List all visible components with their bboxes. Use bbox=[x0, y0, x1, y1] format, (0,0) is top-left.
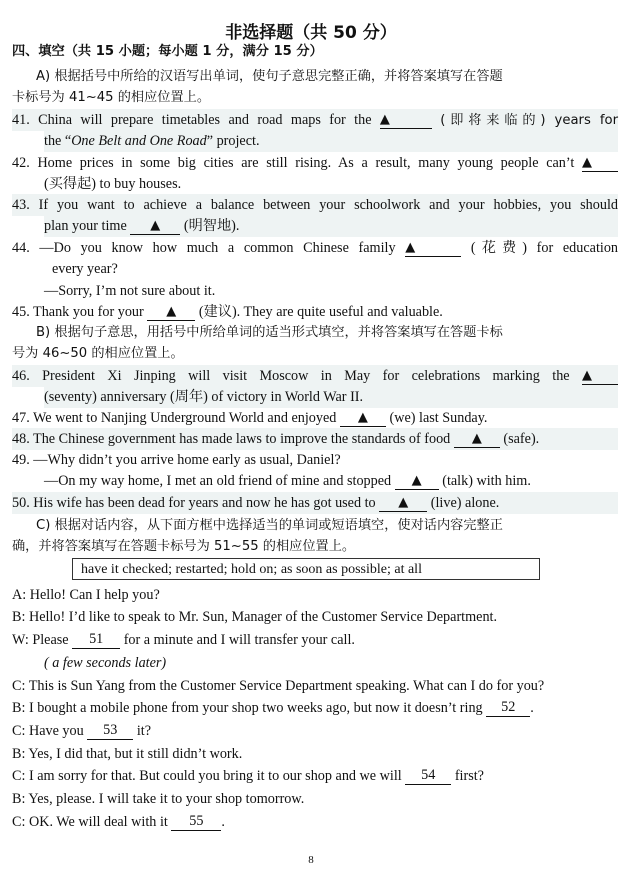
question-44-cont: every year? bbox=[52, 261, 118, 277]
question-41: 41. China will prepare timetables and road maps for the ▲ (即将来临的) years for bbox=[12, 109, 618, 131]
question-42: 42. Home prices in some big cities are still rising. As a result, many young people can’t ▲ bbox=[12, 152, 618, 174]
answer-blank-43[interactable] bbox=[130, 216, 180, 235]
word-bank-box: have it checked; restarted; hold on; as soon as possible; at all bbox=[72, 558, 540, 580]
question-49: 49. —Why didn’t you arrive home early as usual, Daniel? bbox=[12, 452, 341, 468]
dialogue-line-8: B: Yes, I did that, but it still didn’t work. bbox=[12, 746, 243, 762]
answer-blank-45[interactable] bbox=[147, 302, 195, 321]
blank-marker-icon: ▲ bbox=[379, 112, 390, 127]
question-49-cont: —On my way home, I met an old friend of mine and stopped ▲ (talk) with him. bbox=[44, 473, 531, 489]
blank-marker-icon: ▲ bbox=[411, 473, 422, 488]
answer-blank-41[interactable] bbox=[380, 110, 432, 129]
answer-blank-49[interactable] bbox=[395, 471, 439, 490]
answer-blank-51[interactable]: 51 bbox=[72, 630, 120, 649]
answer-blank-44[interactable] bbox=[405, 238, 461, 257]
question-50: 50. His wife has been dead for years and now he has got used to ▲ (live) alone. bbox=[12, 492, 618, 514]
blank-marker-icon: ▲ bbox=[405, 240, 416, 255]
question-41-cont: the “One Belt and One Road” project. bbox=[44, 130, 618, 152]
answer-blank-50[interactable] bbox=[379, 493, 427, 512]
dialogue-line-6: B: I bought a mobile phone from your shop two weeks ago, but now it doesn’t ring 52 . bbox=[12, 699, 534, 716]
question-43: 43. If you want to achieve a balance between your schoolwork and your hobbies, you should bbox=[12, 194, 618, 216]
blank-marker-icon: ▲ bbox=[582, 368, 593, 383]
dialogue-line-3: W: Please 51 for a minute and I will transfer your call. bbox=[12, 631, 355, 648]
part-c-instruction: C) 根据对话内容，从下面方框中选择适当的单词或短语填空，使对话内容完整正 bbox=[36, 518, 503, 533]
dialogue-line-7: C: Have you 53 it? bbox=[12, 722, 151, 739]
part-c-instruction-cont: 确，并将答案填写在答题卡标号为 51~55 的相应位置上。 bbox=[12, 539, 356, 554]
answer-blank-55[interactable]: 55 bbox=[171, 812, 221, 831]
blank-marker-icon: ▲ bbox=[166, 304, 177, 319]
part-b-instruction-cont: 号为 46~50 的相应位置上。 bbox=[12, 346, 184, 361]
answer-blank-46[interactable] bbox=[582, 366, 618, 385]
blank-marker-icon: ▲ bbox=[398, 495, 409, 510]
section-header: 四、填空（共 15 小题；每小题 1 分，满分 15 分） bbox=[12, 44, 323, 59]
dialogue-stage-note: ( a few seconds later) bbox=[44, 655, 167, 671]
answer-blank-47[interactable] bbox=[340, 408, 386, 427]
part-a-instruction: A) 根据括号中所给的汉语写出单词，使句子意思完整正确，并将答案填写在答题 bbox=[36, 69, 503, 84]
question-44: 44. —Do you know how much a common Chinese family ▲ (花费) for education bbox=[12, 240, 619, 256]
page-number: 8 bbox=[308, 854, 314, 866]
question-48: 48. The Chinese government has made laws to improve the standards of food ▲ (safe). bbox=[12, 428, 618, 450]
answer-blank-52[interactable]: 52 bbox=[486, 698, 530, 717]
blank-marker-icon: ▲ bbox=[582, 155, 592, 170]
blank-marker-icon: ▲ bbox=[357, 410, 368, 425]
dialogue-line-5: C: This is Sun Yang from the Customer Service Department speaking. What can I do for you? bbox=[12, 678, 545, 694]
part-b-instruction: B) 根据句子意思，用括号中所给单词的适当形式填空，并将答案填写在答题卡标 bbox=[36, 325, 503, 340]
question-45: 45. Thank you for your ▲ (建议). They are quite useful and valuable. bbox=[12, 304, 443, 320]
dialogue-line-1: A: Hello! Can I help you? bbox=[12, 587, 160, 603]
dialogue-line-9: C: I am sorry for that. But could you bring it to our shop and we will 54 first? bbox=[12, 767, 484, 784]
answer-blank-48[interactable] bbox=[454, 429, 500, 448]
question-43-cont: plan your time ▲ (明智地). bbox=[44, 215, 618, 237]
page-title: 非选择题（共 50 分） bbox=[225, 23, 397, 43]
dialogue-line-2: B: Hello! I’d like to speak to Mr. Sun, Manager of the Customer Service Department. bbox=[12, 609, 498, 625]
question-44-reply: —Sorry, I’m not sure about it. bbox=[44, 283, 216, 299]
answer-blank-53[interactable]: 53 bbox=[87, 721, 133, 740]
question-47: 47. We went to Nanjing Underground World and enjoyed ▲ (we) last Sunday. bbox=[12, 410, 488, 426]
answer-blank-54[interactable]: 54 bbox=[405, 766, 451, 785]
blank-marker-icon: ▲ bbox=[150, 218, 161, 233]
question-42-cont: (买得起) to buy houses. bbox=[44, 176, 182, 192]
question-46: 46. President Xi Jinping will visit Moscow in May for celebrations marking the ▲ bbox=[12, 365, 618, 387]
answer-blank-42[interactable] bbox=[582, 153, 618, 172]
dialogue-line-10: B: Yes, please. I will take it to your shop tomorrow. bbox=[12, 791, 305, 807]
question-46-cont: (seventy) anniversary (周年) of victory in World War II. bbox=[44, 386, 618, 408]
blank-marker-icon: ▲ bbox=[471, 431, 482, 446]
dialogue-line-11: C: OK. We will deal with it 55 . bbox=[12, 813, 225, 830]
part-a-instruction-cont: 卡标号为 41~45 的相应位置上。 bbox=[12, 90, 211, 105]
